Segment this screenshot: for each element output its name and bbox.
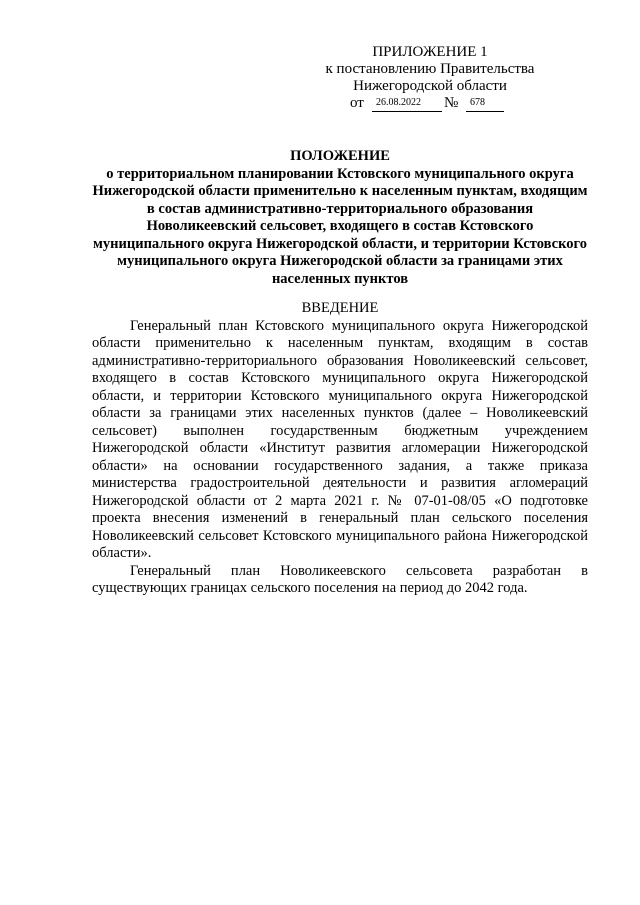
introduction-section bbox=[92, 300, 588, 598]
introduction-paragraph-1: Генеральный план Кстовского муниципального округа Нижегородской области применительно к населенным пунктам, входящим в состав административно-территориального образования Новоликеевский сельсовет, входящего в состав Кстовского муниципального округа Нижегородской области, и территории Кстовского муниципального округа Нижегородской области за границами этих населенных пунктов (далее – Новоликеевский сельсовет) выполнен государственным бюджетным учреждением Нижегородской области «Институт развития агломерации Нижегородской области» на основании государственного задания, а также приказа министерства градостроительной деятельности и развития агломераций Нижегородской области от 2 марта 2021 г. № 07-01-08/05 «О подготовке проекта внесения изменений в генеральный план сельского поселения Новоликеевский сельсовет Кстовского муниципального района Нижегородской области». bbox=[92, 317, 588, 561]
introduction-title: ВВЕДЕНИЕ bbox=[301, 300, 379, 316]
number-sign: № bbox=[444, 95, 459, 111]
resolution-reference: к постановлению Правительства bbox=[325, 61, 535, 77]
title-subtitle: о территориальном планировании Кстовского муниципального округа Нижегородской области применительно к населенным пунктам, входящим в состав административно-территориального образования Новоликеевский сельсовет, входящего в состав Кстовского муниципального округа Нижегородской области, и территории Кстовского муниципального округа Нижегородской области за границами этих населенных пунктов bbox=[92, 165, 588, 287]
document-title bbox=[92, 148, 588, 288]
region-name: Нижегородской области bbox=[353, 78, 507, 94]
from-label: от bbox=[350, 95, 364, 111]
resolution-date: 26.08.2022 bbox=[372, 95, 442, 112]
resolution-number: 678 bbox=[466, 95, 504, 112]
appendix-label: ПРИЛОЖЕНИЕ 1 bbox=[372, 44, 488, 60]
appendix-header bbox=[300, 44, 560, 113]
introduction-paragraph-2: Генеральный план Новоликеевского сельсовета разработан в существующих границах сельского поселения на период до 2042 года. bbox=[92, 562, 588, 596]
date-number-line bbox=[300, 95, 560, 113]
title-heading: ПОЛОЖЕНИЕ bbox=[290, 148, 390, 164]
